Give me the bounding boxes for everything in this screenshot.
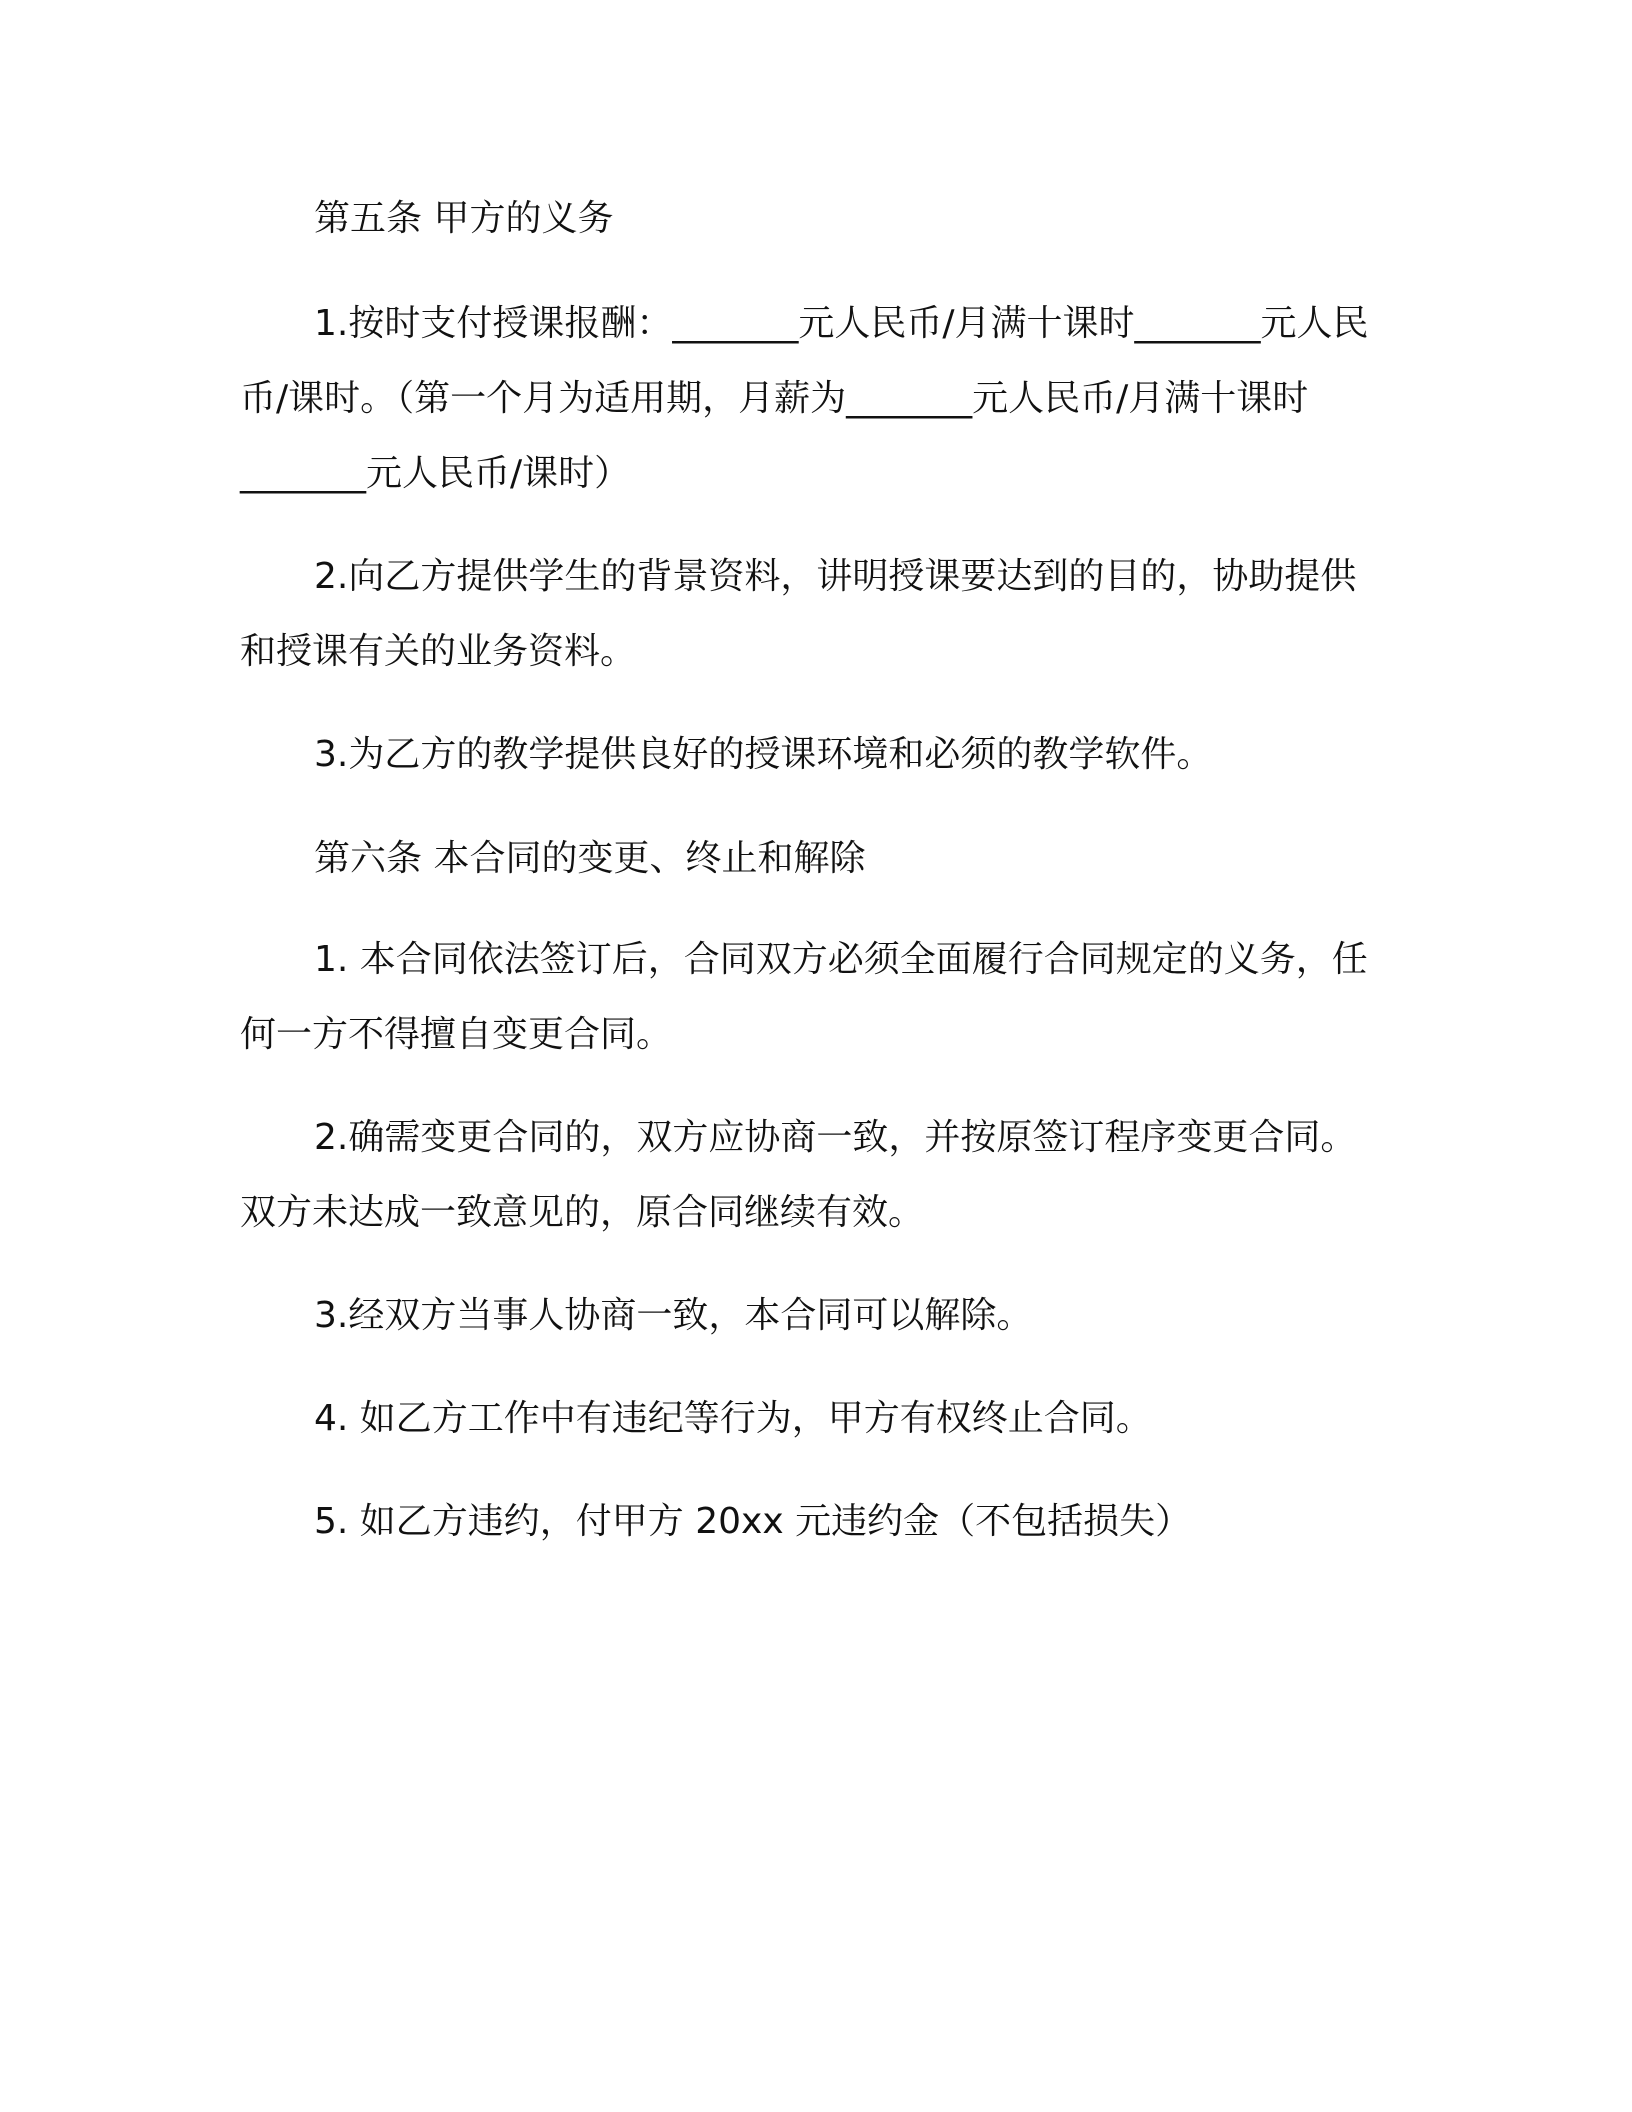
spacer [240,254,1390,286]
spacer [240,1353,1390,1381]
spacer [240,511,1390,539]
section-6-item-3: 3.经双方当事人协商一致，本合同可以解除。 [314,1295,1033,1336]
section-5-item-1: 1.按时支付授课报酬：_______元人民币/月满十课时_______元人民币/课时。（第一个月为适用期，月薪为_______元人民币/月满十课时_______元人民币/课时） [240,303,1369,494]
section-6-heading: 第六条 本合同的变更、终止和解除 [314,838,866,879]
spacer [240,689,1390,717]
section-6-item-5: 5. 如乙方违约，付甲方 20xx 元违约金（不包括损失） [314,1501,1192,1542]
document-body [240,184,1390,1559]
spacer [240,1456,1390,1484]
section-6-item-4: 4. 如乙方工作中有违纪等行为，甲方有权终止合同。 [314,1398,1152,1439]
section-6-item-1: 1. 本合同依法签订后，合同双方必须全面履行合同规定的义务，任何一方不得擅自变更合同。 [240,939,1368,1055]
section-5-item-3: 3.为乙方的教学提供良好的授课环境和必须的教学软件。 [314,734,1213,775]
section-6-item-2: 2.确需变更合同的，双方应协商一致，并按原签订程序变更合同。双方未达成一致意见的，原合同继续有效。 [240,1117,1357,1233]
section-5-heading: 第五条 甲方的义务 [314,198,614,239]
spacer [240,792,1390,824]
spacer [240,1072,1390,1100]
section-5-item-2: 2.向乙方提供学生的背景资料，讲明授课要达到的目的，协助提供和授课有关的业务资料。 [240,556,1357,672]
spacer [240,1250,1390,1278]
spacer [240,894,1390,922]
